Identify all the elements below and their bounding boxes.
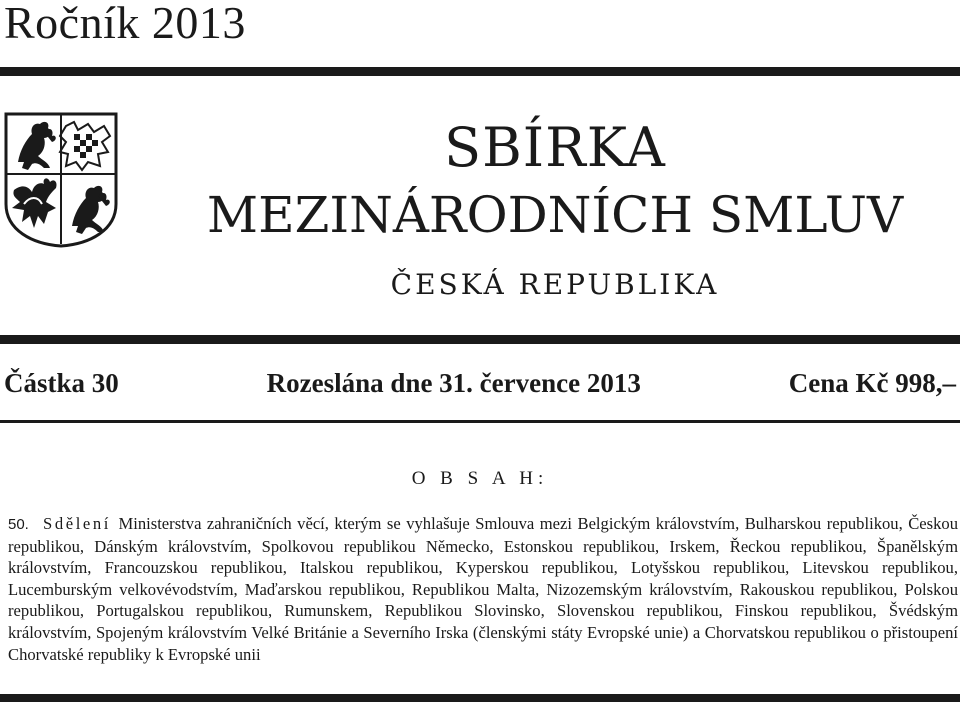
entry-number: 50. [8, 516, 29, 533]
bottom-rule [0, 694, 960, 702]
top-rule [0, 67, 960, 76]
issue-distribution-date: Rozeslána dne 31. července 2013 [266, 368, 641, 398]
issue-price: Cena Kč 998,– [788, 368, 956, 398]
middle-rule [0, 335, 960, 344]
contents-entry [8, 513, 958, 665]
thin-rule [0, 420, 960, 423]
issue-part: Částka 30 [4, 368, 119, 398]
masthead-title-line2: MEZINÁRODNÍCH SMLUV [206, 186, 904, 244]
year-label: Ročník 2013 [4, 0, 246, 48]
entry-kind: Sdělení [43, 514, 111, 533]
czech-coat-of-arms-icon [4, 112, 118, 248]
masthead-country: ČESKÁ REPUBLIKA [390, 268, 720, 301]
issue-info-row [4, 366, 956, 400]
entry-text: Ministerstva zahraničních věcí, kterým se vyhlašuje Smlouva mezi Belgickým královstvím, Bulharskou republikou, Českou republikou, Dánským královstvím, Spolkovou republikou Německo, Estonskou republikou, Irskem, Řeckou republikou, Španělským královstvím, Francouzskou republikou, Italskou republikou, Kyperskou republikou, Lotyšskou republikou, Litevskou republikou, Lucemburským velkovévodstvím, Maďarskou republikou, Republikou Malta, Nizozemským královstvím, Rakouskou republikou, Polskou republikou, Portugalskou republikou, Rumunskem, Republikou Slovinsko, Slovenskou republikou, Finskou republikou, Švédským královstvím, Spojeným královstvím Velké Británie a Severního Irska (členskými státy Evropské unie) a Chorvatskou republikou o přistoupení Chorvatské republiky k Evropské unii [8, 514, 958, 664]
masthead-title-line1: SBÍRKA [444, 116, 666, 179]
contents-heading: O B S A H: [411, 468, 549, 489]
